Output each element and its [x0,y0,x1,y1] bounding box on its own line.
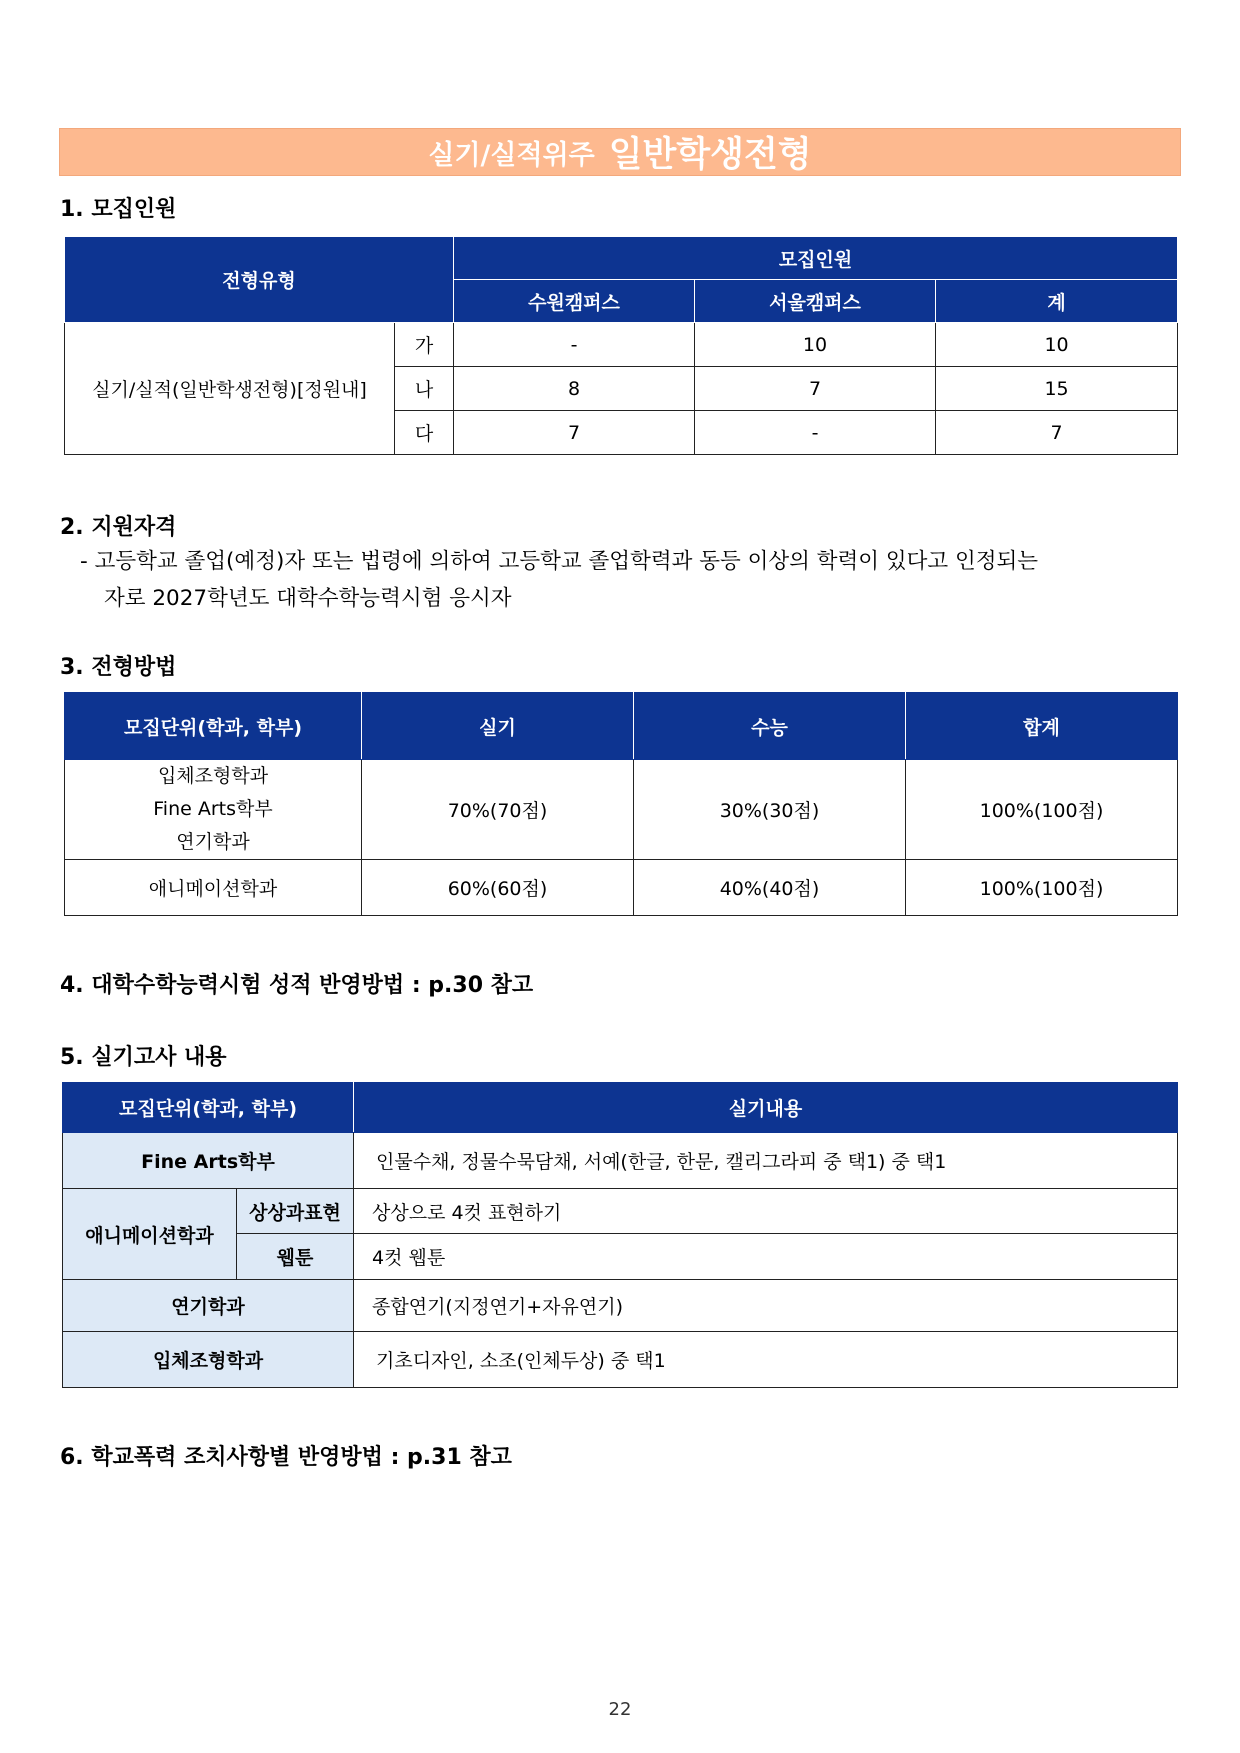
practical-ratio: 70%(70점) [362,760,634,860]
suwon-count: 8 [454,367,695,411]
page-number: 22 [608,1699,632,1720]
csat-ratio: 40%(40점) [634,860,906,916]
seoul-count: 10 [695,323,936,367]
header-csat: 수능 [634,693,906,760]
sub-imagination: 상상과표현 [237,1189,354,1234]
unit-cell [65,760,362,860]
header-type: 전형유형 [65,237,454,323]
eligibility-line-2: 자로 2027학년도 대학수학능력시험 응시자 [104,586,512,611]
unit-name: 연기학과 [176,831,250,853]
type-label: 실기/실적(일반학생전형)[정원내] [65,323,395,455]
group-label: 다 [395,411,454,455]
unit-sculpture: 입체조형학과 [63,1332,354,1388]
practical-ratio: 60%(60점) [362,860,634,916]
title-small: 실기/실적위주 [428,139,595,171]
section-heading-1: 1. 모집인원 [60,197,177,222]
content-sculpture: 기초디자인, 소조(인체두상) 중 택1 [354,1332,1178,1388]
section-heading-3: 3. 전형방법 [60,655,177,680]
title-banner [59,128,1181,176]
header-suwon: 수원캠퍼스 [454,280,695,323]
unit-name: 애니메이션학과 [148,878,278,900]
unit-animation: 애니메이션학과 [63,1189,237,1280]
seoul-count: - [695,411,936,455]
title-big: 일반학생전형 [608,135,812,175]
seoul-count: 7 [695,367,936,411]
section-heading-5: 5. 실기고사 내용 [60,1045,227,1070]
content-webtoon: 4컷 웹툰 [354,1234,1178,1280]
total-ratio: 100%(100점) [906,860,1178,916]
sub-webtoon: 웹툰 [237,1234,354,1280]
total-count: 7 [936,411,1178,455]
unit-cell [65,860,362,916]
total-count: 15 [936,367,1178,411]
unit-name: Fine Arts학부 [153,798,273,820]
section-heading-4: 4. 대학수학능력시험 성적 반영방법 : p.30 참고 [60,973,534,998]
content-fine-arts: 인물수채, 정물수묵담채, 서예(한글, 한문, 캘리그라피 중 택1) 중 택1 [354,1133,1178,1189]
unit-acting: 연기학과 [63,1280,354,1332]
header-total: 합계 [906,693,1178,760]
total-count: 10 [936,323,1178,367]
method-table [64,692,1178,916]
section-heading-6: 6. 학교폭력 조치사항별 반영방법 : p.31 참고 [60,1445,512,1470]
header-content: 실기내용 [354,1083,1178,1133]
header-practical: 실기 [362,693,634,760]
recruit-table [64,236,1178,455]
content-imagination: 상상으로 4컷 표현하기 [354,1189,1178,1234]
exam-table [62,1082,1178,1388]
header-seoul: 서울캠퍼스 [695,280,936,323]
group-label: 나 [395,367,454,411]
suwon-count: 7 [454,411,695,455]
unit-name: 입체조형학과 [157,765,269,787]
eligibility-line-1: - 고등학교 졸업(예정)자 또는 법령에 의하여 고등학교 졸업학력과 동등 이상의 학력이 있다고 인정되는 [80,549,1039,574]
section-heading-2: 2. 지원자격 [60,515,177,540]
header-unit: 모집단위(학과, 학부) [63,1083,354,1133]
group-label: 가 [395,323,454,367]
suwon-count: - [454,323,695,367]
header-recruit: 모집인원 [454,237,1178,280]
total-ratio: 100%(100점) [906,760,1178,860]
content-acting: 종합연기(지정연기+자유연기) [354,1280,1178,1332]
unit-fine-arts: Fine Arts학부 [63,1133,354,1189]
csat-ratio: 30%(30점) [634,760,906,860]
header-unit: 모집단위(학과, 학부) [65,693,362,760]
header-total: 계 [936,280,1178,323]
